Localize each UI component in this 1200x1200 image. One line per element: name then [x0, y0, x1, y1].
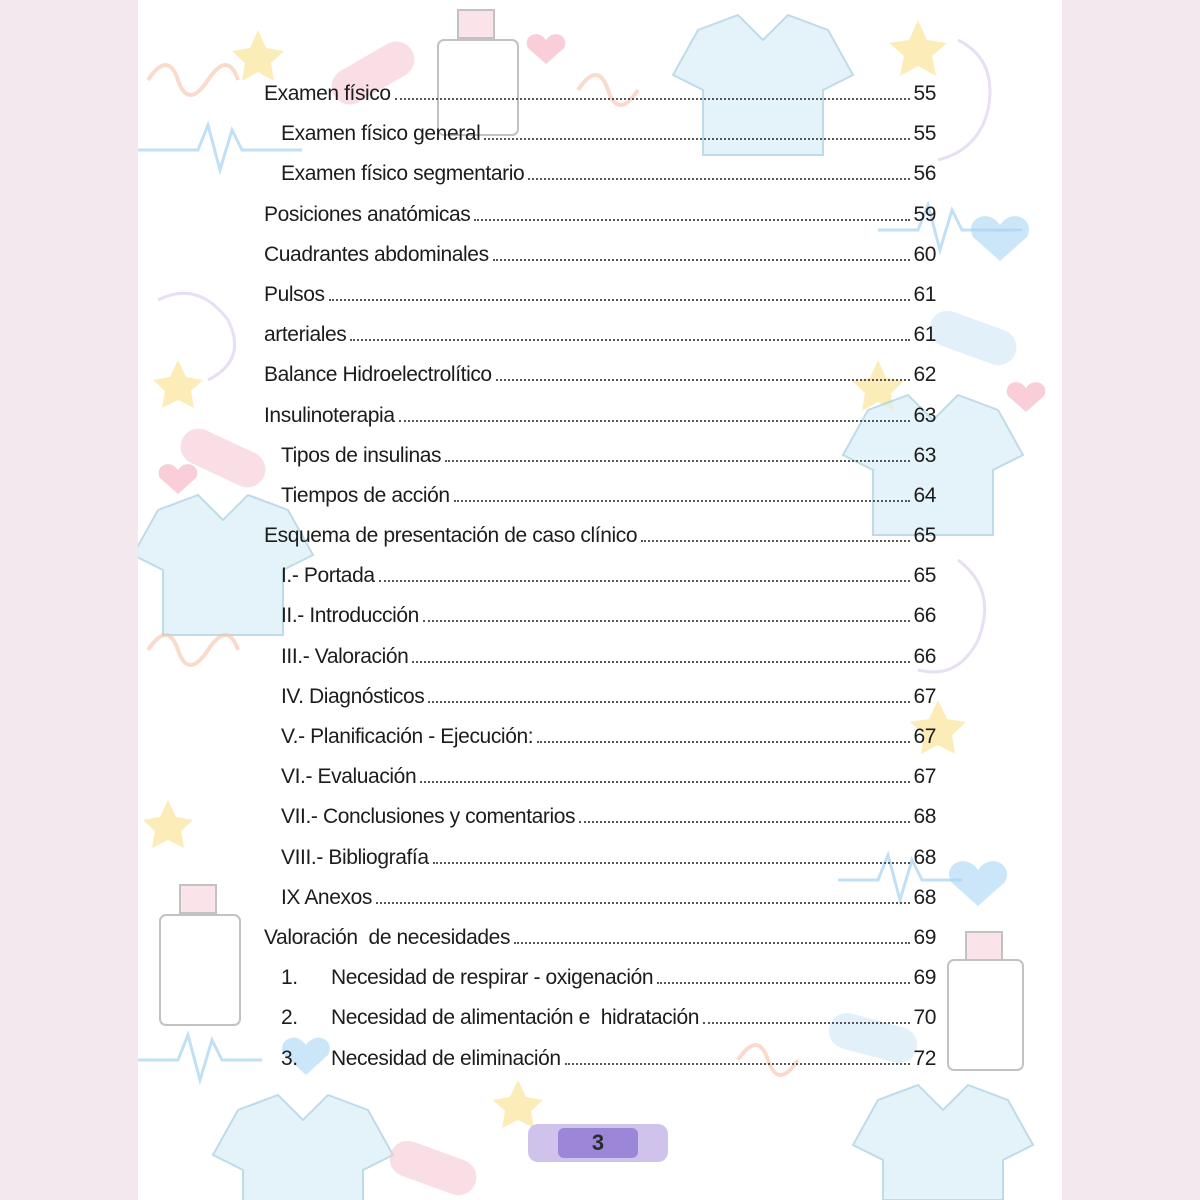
table-of-contents — [264, 82, 936, 1087]
toc-entry-label: VII.- Conclusiones y comentarios — [281, 805, 576, 829]
toc-entry-label: IX Anexos — [281, 885, 372, 909]
toc-entry-page: 62 — [913, 363, 936, 387]
toc-entry-label: Balance Hidroelectrolítico — [264, 363, 492, 387]
toc-entry[interactable] — [264, 484, 936, 524]
star-icon — [232, 30, 284, 81]
toc-entry-label: Necesidad de eliminación — [331, 1046, 561, 1070]
toc-entry-label: Examen físico general — [281, 122, 481, 146]
toc-entry-page: 60 — [913, 242, 936, 266]
dot-leader — [399, 420, 911, 422]
toc-entry-label: Tiempos de acción — [281, 483, 450, 507]
toc-entry[interactable] — [264, 283, 936, 323]
dot-leader — [565, 1063, 911, 1065]
toc-entry-page: 68 — [913, 885, 936, 909]
squiggle-decoration — [148, 635, 238, 665]
toc-entry[interactable] — [264, 564, 936, 604]
dot-leader — [423, 620, 911, 622]
dot-leader — [395, 98, 911, 100]
document-page — [138, 0, 1062, 1200]
toc-entry[interactable] — [264, 1006, 936, 1046]
toc-entry-label: Examen físico segmentario — [281, 162, 525, 186]
dot-leader — [537, 741, 910, 743]
toc-entry-page: 55 — [913, 122, 936, 146]
dot-leader — [412, 661, 910, 663]
toc-entry-page: 67 — [913, 684, 936, 708]
dot-leader — [703, 1022, 910, 1024]
dot-leader — [329, 299, 911, 301]
toc-entry[interactable] — [264, 203, 936, 243]
toc-entry-label: VIII.- Bibliografía — [281, 845, 429, 869]
toc-entry-page: 68 — [913, 845, 936, 869]
toc-entry[interactable] — [264, 765, 936, 805]
toc-entry-label: I.- Portada — [281, 564, 375, 588]
pill-icon — [925, 306, 1022, 371]
toc-entry[interactable] — [264, 323, 936, 363]
toc-entry-label: Examen físico — [264, 82, 391, 105]
star-icon — [143, 800, 193, 848]
page-number: 3 — [591, 1130, 605, 1155]
star-icon — [493, 1080, 543, 1128]
toc-entry-number: 1. — [281, 966, 298, 990]
dot-leader — [496, 379, 911, 381]
heart-icon — [971, 216, 1029, 261]
dot-leader — [579, 821, 910, 823]
toc-entry-page: 63 — [913, 403, 936, 427]
toc-entry-page: 66 — [913, 644, 936, 668]
scrubs-icon — [853, 1085, 1033, 1200]
toc-entry[interactable] — [264, 82, 936, 122]
toc-entry-label: Pulsos — [264, 282, 325, 306]
star-icon — [153, 360, 203, 408]
toc-entry-label: III.- Valoración — [281, 644, 409, 668]
toc-entry-page: 66 — [913, 604, 936, 628]
toc-entry-label: V.- Planificación - Ejecución: — [281, 725, 534, 748]
dot-leader — [350, 339, 910, 341]
toc-entry-label: IV. Diagnósticos — [281, 684, 425, 708]
dot-leader — [657, 982, 910, 984]
hospital-icon — [948, 932, 1023, 1070]
heartbeat-line-icon — [138, 1035, 262, 1080]
dot-leader — [428, 701, 910, 703]
toc-entry[interactable] — [264, 162, 936, 202]
toc-entry[interactable] — [264, 966, 936, 1006]
toc-entry[interactable] — [264, 122, 936, 162]
dot-leader — [376, 902, 910, 904]
toc-entry[interactable] — [264, 243, 936, 283]
toc-entry-page: 56 — [913, 162, 936, 186]
dot-leader — [420, 781, 910, 783]
toc-entry[interactable] — [264, 645, 936, 685]
dot-leader — [484, 138, 910, 140]
heart-icon — [159, 464, 198, 494]
heart-icon — [1007, 382, 1046, 412]
toc-entry[interactable] — [264, 524, 936, 564]
toc-entry-page: 68 — [913, 805, 936, 829]
star-icon — [889, 20, 947, 76]
dot-leader — [454, 500, 911, 502]
toc-entry-page: 67 — [913, 725, 936, 748]
toc-entry[interactable] — [264, 805, 936, 845]
toc-entry-page: 67 — [913, 765, 936, 789]
toc-entry-label: arteriales — [264, 323, 347, 347]
toc-entry-page: 61 — [913, 323, 936, 347]
dot-leader — [641, 540, 910, 542]
dot-leader — [528, 178, 910, 180]
toc-entry-number: 2. — [281, 1006, 298, 1030]
dot-leader — [474, 219, 910, 221]
toc-entry[interactable] — [264, 685, 936, 725]
toc-entry-label: Necesidad de respirar - oxigenación — [331, 966, 654, 990]
toc-entry[interactable] — [264, 444, 936, 484]
toc-entry-label: VI.- Evaluación — [281, 765, 417, 789]
dot-leader — [493, 259, 911, 261]
squiggle-decoration — [148, 65, 238, 95]
toc-entry-page: 63 — [913, 443, 936, 467]
toc-entry[interactable] — [264, 846, 936, 886]
toc-entry[interactable] — [264, 363, 936, 403]
toc-entry-page: 55 — [913, 82, 936, 105]
heart-icon — [949, 861, 1007, 906]
toc-entry-page: 65 — [913, 524, 936, 548]
toc-entry-label: Cuadrantes abdominales — [264, 242, 489, 266]
toc-entry[interactable] — [264, 926, 936, 966]
toc-entry-page: 65 — [913, 564, 936, 588]
toc-entry[interactable] — [264, 604, 936, 644]
toc-entry-page: 64 — [913, 483, 936, 507]
dot-leader — [514, 942, 910, 944]
dot-leader — [445, 460, 910, 462]
toc-entry-page: 59 — [913, 202, 936, 226]
toc-entry-page: 70 — [913, 1006, 936, 1030]
toc-entry-page: 69 — [913, 966, 936, 990]
page-footer-badge — [528, 1124, 668, 1162]
toc-entry-page: 72 — [913, 1046, 936, 1070]
stethoscope-icon — [158, 293, 235, 380]
toc-entry-page: 69 — [913, 925, 936, 949]
dot-leader — [433, 862, 911, 864]
toc-entry-page: 61 — [913, 282, 936, 306]
toc-entry-label: Posiciones anatómicas — [264, 202, 471, 226]
dot-leader — [379, 580, 911, 582]
toc-entry[interactable] — [264, 404, 936, 444]
toc-entry-label: Necesidad de alimentación e hidratación — [331, 1006, 700, 1030]
toc-entry-label: Insulinoterapia — [264, 403, 395, 427]
toc-entry-number: 3. — [281, 1046, 298, 1070]
heart-icon — [527, 34, 566, 64]
toc-entry-label: Tipos de insulinas — [281, 443, 442, 467]
stethoscope-icon — [938, 40, 990, 160]
toc-entry[interactable] — [264, 886, 936, 926]
hospital-icon — [160, 885, 240, 1025]
toc-entry-label: II.- Introducción — [281, 604, 419, 628]
pill-icon — [385, 1136, 482, 1200]
scrubs-icon — [213, 1095, 393, 1200]
toc-entry-label: Esquema de presentación de caso clínico — [264, 524, 638, 548]
toc-entry[interactable] — [264, 725, 936, 765]
toc-entry[interactable] — [264, 1047, 936, 1087]
toc-entry-label: Valoración de necesidades — [264, 925, 511, 949]
